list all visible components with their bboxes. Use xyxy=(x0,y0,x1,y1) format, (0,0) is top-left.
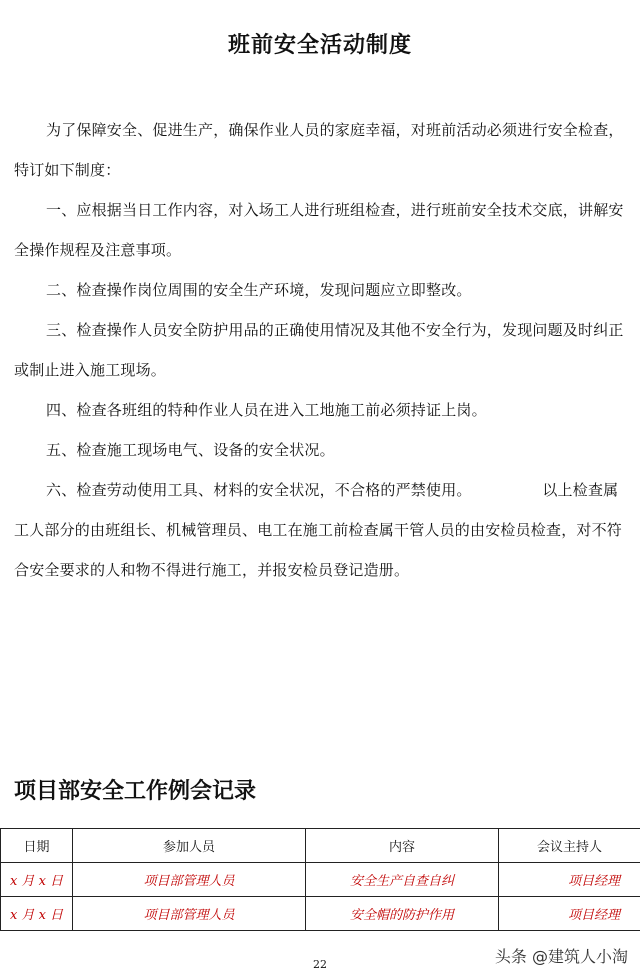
cell-attendees: 项目部管理人员 xyxy=(73,897,306,931)
rule-5-paragraph: 五、检查施工现场电气、设备的安全状况。 xyxy=(46,441,335,459)
table-header-row xyxy=(1,829,640,863)
meeting-records-table xyxy=(0,828,640,931)
watermark: 头条 @建筑人小淘 xyxy=(494,947,628,966)
regulation-body xyxy=(14,110,626,590)
page-number: 22 xyxy=(313,958,327,971)
intro-paragraph: 为了保障安全、促进生产，确保作业人员的家庭幸福，对班前活动必须进行安全检查，特订如下制度： xyxy=(14,121,624,179)
cell-host: 项目经理 xyxy=(499,897,640,931)
section-title: 项目部安全工作例会记录 xyxy=(14,779,257,804)
cell-date: x 月 x 日 xyxy=(1,863,73,897)
header-attendees: 参加人员 xyxy=(73,829,306,863)
cell-content: 安全帽的防护作用 xyxy=(306,897,499,931)
rule-3-paragraph: 三、检查操作人员安全防护用品的正确使用情况及其他不安全行为，发现问题及时纠正或制止进入施工现场。 xyxy=(14,321,624,379)
header-host: 会议主持人 xyxy=(499,829,640,863)
cell-date: x 月 x 日 xyxy=(1,897,73,931)
rule-6-paragraph: 六、检查劳动使用工具、材料的安全状况，不合格的严禁使用。 以上检查属工人部分的由班组长、机械管理员、电工在施工前检查属干管人员的由安检员检查，对不符合安全要求的人和物不得进行施工，并报安检员登记造册。 xyxy=(14,481,623,579)
rule-4-paragraph: 四、检查各班组的特种作业人员在进入工地施工前必须持证上岗。 xyxy=(46,401,487,419)
cell-host: 项目经理 xyxy=(499,863,640,897)
document-title: 班前安全活动制度 xyxy=(227,33,412,58)
header-date: 日期 xyxy=(1,829,73,863)
rule-1-paragraph: 一、应根据当日工作内容，对入场工人进行班组检查，进行班前安全技术交底，讲解安全操作规程及注意事项。 xyxy=(14,201,624,259)
cell-attendees: 项目部管理人员 xyxy=(73,863,306,897)
header-content: 内容 xyxy=(306,829,499,863)
cell-content: 安全生产自查自纠 xyxy=(306,863,499,897)
rule-2-paragraph: 二、检查操作岗位周围的安全生产环境，发现问题应立即整改。 xyxy=(46,281,472,299)
table-row xyxy=(1,897,640,931)
table-row xyxy=(1,863,640,897)
